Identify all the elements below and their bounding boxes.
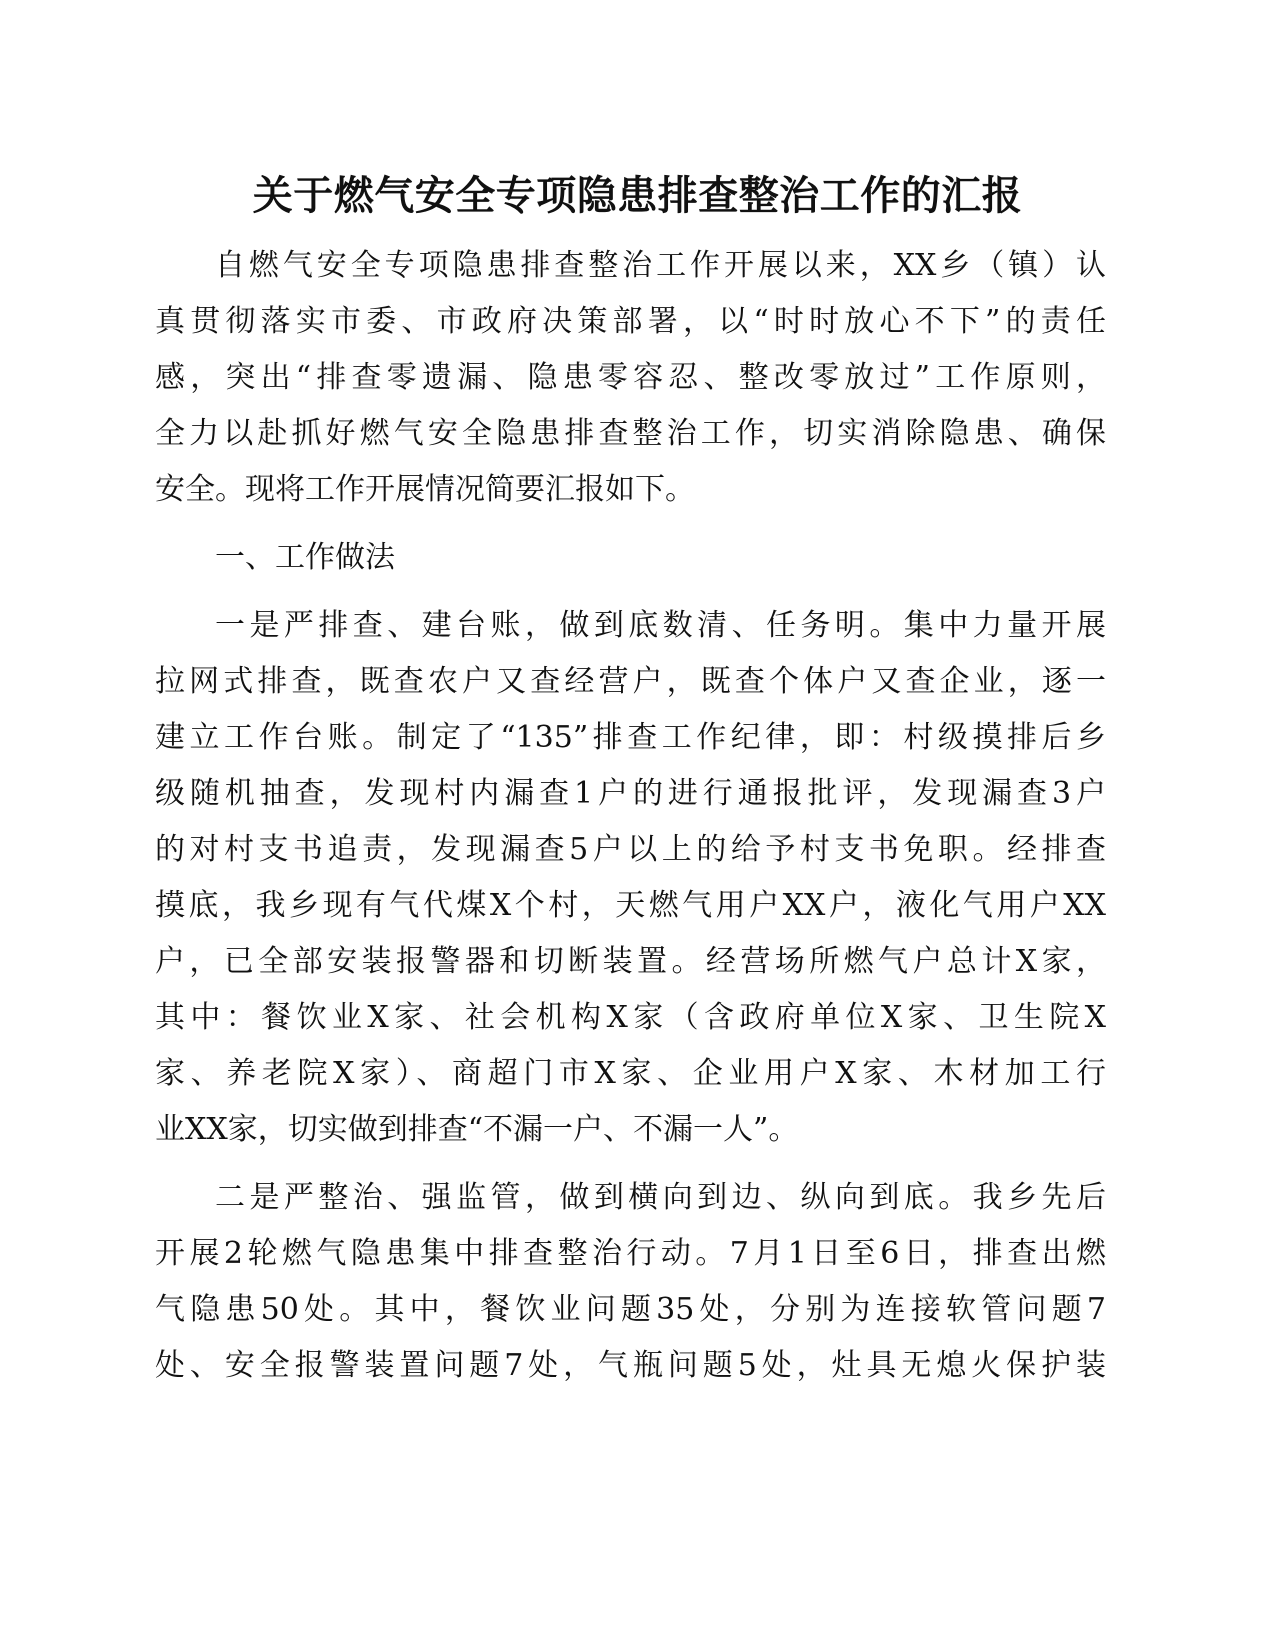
paragraph-line: 气隐患50处。其中，餐饮业问题35处，分别为连接软管问题7	[155, 1292, 1106, 1327]
paragraph-line: 二是严整治、强监管，做到横向到边、纵向到底。我乡先后	[215, 1180, 1106, 1215]
paragraph-line: 一是严排查、建台账，做到底数清、任务明。集中力量开展	[215, 608, 1106, 643]
paragraph-line: 的对村支书追责，发现漏查5户以上的给予村支书免职。经排查	[155, 832, 1106, 867]
paragraph-line: 拉网式排查，既查农户又查经营户，既查个体户又查企业，逐一	[155, 664, 1106, 699]
paragraph-line: 户，已全部安装报警器和切断装置。经营场所燃气户总计X家，	[155, 944, 1106, 979]
paragraph-line: 业XX家，切实做到排查“不漏一户、不漏一人”。	[155, 1112, 799, 1147]
paragraph-line: 其中：餐饮业X家、社会机构X家（含政府单位X家、卫生院X	[155, 1000, 1106, 1035]
paragraph-line: 建立工作台账。制定了“135”排查工作纪律，即：村级摸排后乡	[155, 720, 1106, 755]
document-title: 关于燃气安全专项隐患排查整治工作的汇报	[252, 173, 1023, 219]
paragraph-line: 级随机抽查，发现村内漏查1户的进行通报批评，发现漏查3户	[155, 776, 1106, 811]
paragraph-line: 安全。现将工作开展情况简要汇报如下。	[155, 472, 695, 507]
paragraph-line: 真贯彻落实市委、市政府决策部署，以“时时放心不下”的责任	[155, 304, 1106, 339]
paragraph-line: 开展2轮燃气隐患集中排查整治行动。7月1日至6日，排查出燃	[155, 1236, 1106, 1271]
paragraph-line: 家、养老院X家）、商超门市X家、企业用户X家、木材加工行	[155, 1056, 1106, 1091]
paragraph-line: 摸底，我乡现有气代煤X个村，天燃气用户XX户，液化气用户XX	[155, 888, 1106, 923]
paragraph-line: 全力以赴抓好燃气安全隐患排查整治工作，切实消除隐患、确保	[155, 416, 1106, 451]
paragraph-line: 自燃气安全专项隐患排查整治工作开展以来，XX乡（镇）认	[215, 248, 1106, 283]
paragraph-line: 感，突出“排查零遗漏、隐患零容忍、整改零放过”工作原则，	[155, 360, 1106, 395]
section-heading: 一、工作做法	[215, 540, 395, 575]
paragraph-line: 处、安全报警装置问题7处，气瓶问题5处，灶具无熄火保护装	[155, 1348, 1106, 1383]
